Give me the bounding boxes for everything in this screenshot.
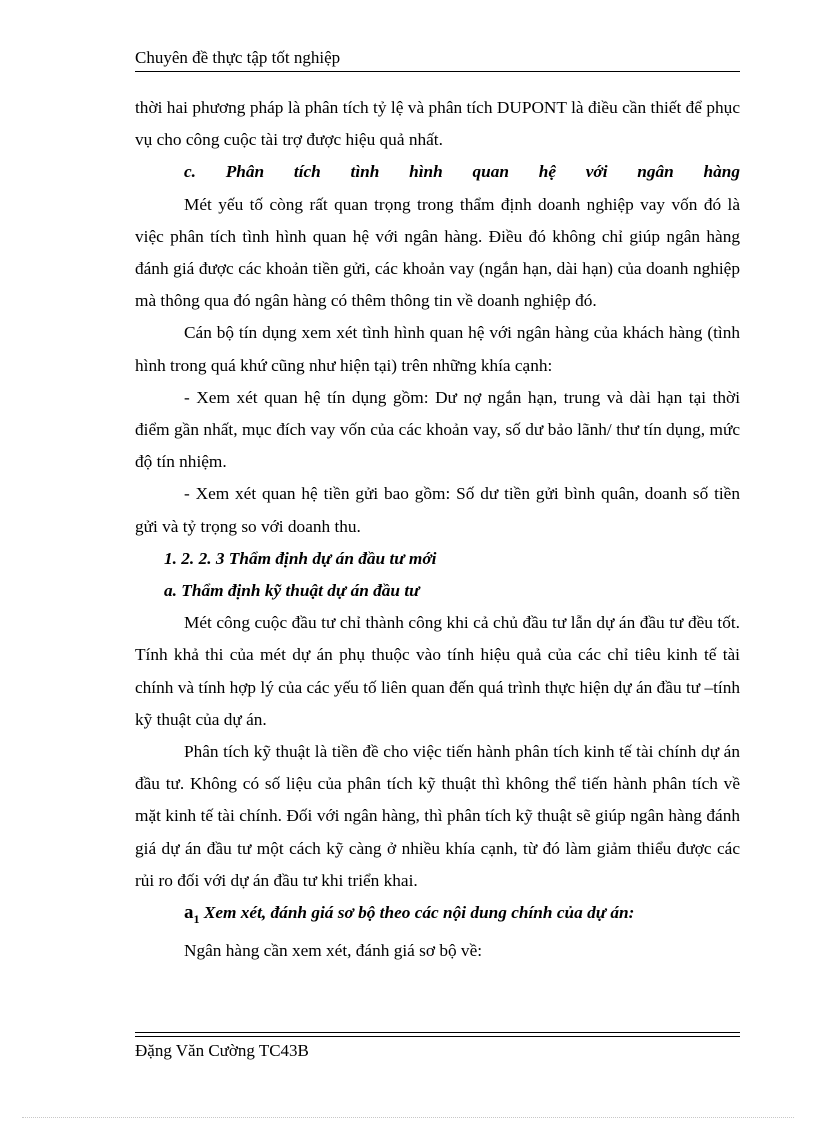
document-body: [135, 92, 740, 967]
paragraph-technical-analysis: Phân tích kỹ thuật là tiền đề cho việc tiến hành phân tích kinh tế tài chính dự án đầu tư. Không có số liệu của phân tích kỹ thuật thì không thể tiến hành phân tích về mặt kinh tế tài chính. Đối với ngân hàng, thì phân tích kỹ thuật sẽ giúp ngân hàng đánh giá dự án đầu tư một cách kỹ càng ở nhiều khía cạnh, từ đó làm giảm thiểu được các rủi ro đối với dự án đầu tư khi triển khai.: [135, 742, 740, 890]
section-heading-a1: [135, 897, 740, 935]
header-divider: [135, 71, 740, 72]
paragraph-deposit-relationship: - Xem xét quan hệ tiền gửi bao gồm: Số dư tiền gửi bình quân, doanh số tiền gửi và tỷ trọng so với doanh thu.: [135, 484, 740, 536]
page-footer: Đặng Văn Cường TC43B: [135, 1041, 309, 1060]
paragraph-credit-officer: Cán bộ tín dụng xem xét tình hình quan hệ với ngân hàng của khách hàng (tình hình trong quá khứ cũng như hiện tại) trên những khía cạnh:: [135, 323, 740, 375]
a1-heading-text: Xem xét, đánh giá sơ bộ theo các nội dung chính của dự án:: [203, 903, 635, 923]
section-heading-a: a. Thẩm định kỹ thuật dự án đầu tư: [164, 581, 420, 601]
paragraph-bank-review: Ngân hàng cần xem xét, đánh giá sơ bộ về:: [184, 941, 483, 961]
section-heading-1223: 1. 2. 2. 3 Thẩm định dự án đầu tư mới: [164, 548, 437, 568]
paragraph-investment-success: Mét công cuộc đầu tư chỉ thành công khi cả chủ đầu tư lẫn dự án đầu tư đều tốt. Tính khả thi của mét dự án phụ thuộc vào tính hiệu quả của các chỉ tiêu kinh tế tài chính và tính hợp lý của các yếu tố liên quan đến quá trình thực hiện dự án đầu tư –tính kỹ thuật của dự án.: [135, 613, 740, 729]
section-heading-c: c. Phân tích tình hình quan hệ với ngân hàng: [184, 162, 740, 182]
paragraph-credit-relationship: - Xem xét quan hệ tín dụng gồm: Dư nợ ngắn hạn, trung và dài hạn tại thời điểm gần nhất, mục đích vay vốn của các khoản vay, số dư bảo lãnh/ thư tín dụng, mức độ tín nhiệm.: [135, 387, 740, 472]
page-bottom-dotted-border: [22, 1117, 794, 1118]
a1-label: $a_1$: [184, 902, 200, 926]
page-header: Chuyên đề thực tập tốt nghiệp: [135, 48, 341, 67]
paragraph-continuation: thời hai phương pháp là phân tích tỷ lệ và phân tích DUPONT là điều cần thiết để phục vụ cho công cuộc tài trợ được hiệu quả nhất.: [135, 98, 740, 150]
footer-divider: [135, 1032, 740, 1037]
paragraph-relationship-intro: Mét yếu tố còng rất quan trọng trong thẩm định doanh nghiệp vay vốn đó là việc phân tích tình hình quan hệ với ngân hàng. Điều đó không chỉ giúp ngân hàng đánh giá được các khoản tiền gửi, các khoản vay (ngắn hạn, dài hạn) của doanh nghiệp mà thông qua đó ngân hàng có thêm thông tin về doanh nghiệp đó.: [135, 194, 740, 311]
